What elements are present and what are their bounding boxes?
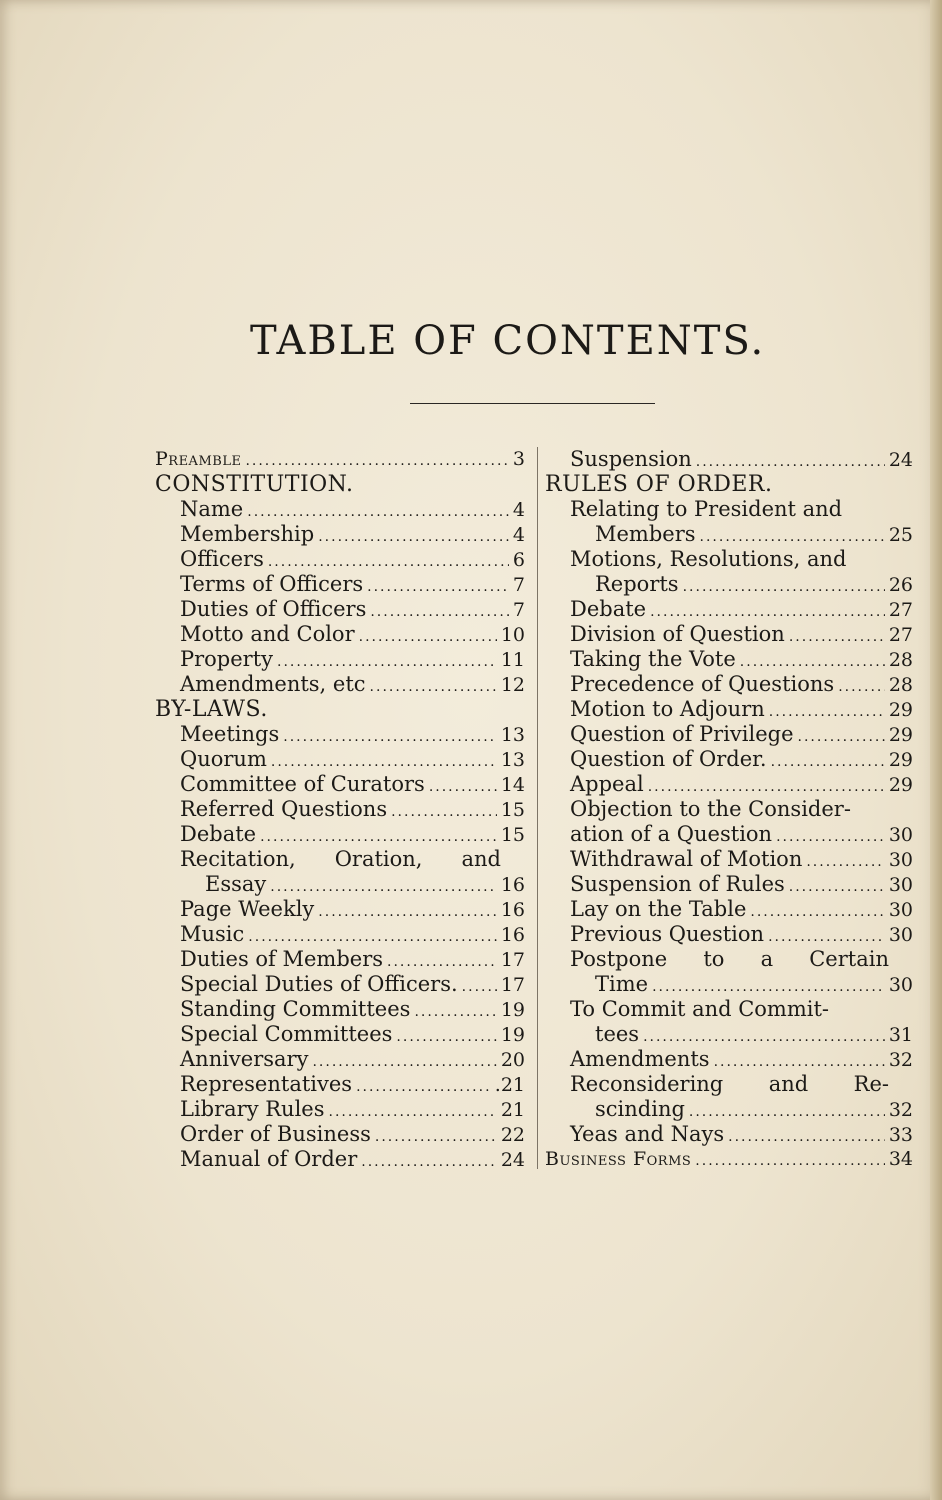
toc-entry-label: Appeal	[570, 772, 644, 796]
toc-entry	[155, 647, 525, 672]
toc-entry-label: Taking the Vote	[570, 647, 736, 671]
toc-entry-page: 13	[500, 749, 525, 771]
toc-entry	[545, 1097, 913, 1122]
toc-entry-label: Preamble	[155, 448, 242, 470]
toc-entry	[545, 522, 913, 547]
leader-dots	[391, 800, 497, 825]
toc-entry	[155, 1072, 525, 1097]
toc-entry-page: 32	[888, 1049, 913, 1071]
toc-entry	[545, 597, 913, 622]
toc-entry-label: Amendments	[570, 1047, 710, 1071]
toc-entry-page: 19	[500, 999, 525, 1021]
toc-right-column	[545, 447, 913, 1172]
toc-entry-page: 34	[888, 1148, 913, 1170]
toc-entry-label: Withdrawal of Motion	[570, 847, 803, 871]
toc-entry	[545, 647, 913, 672]
toc-entry	[155, 772, 525, 797]
leader-dots	[361, 1150, 497, 1175]
toc-entry-page: 11	[500, 649, 525, 671]
toc-entry	[155, 922, 525, 947]
toc-entry-page: 21	[500, 1099, 525, 1121]
toc-entry-page: 10	[500, 624, 525, 646]
toc-entry	[155, 822, 525, 847]
toc-entry-page: 25	[888, 524, 913, 546]
leader-dots	[429, 775, 497, 800]
toc-entry-label: To Commit and Commit-	[570, 997, 830, 1021]
toc-entry-label: Precedence of Questions	[570, 672, 835, 696]
toc-entry-page: 17	[500, 949, 525, 971]
toc-entry-page: 30	[888, 849, 913, 871]
toc-entry-page: 29	[888, 724, 913, 746]
toc-entry	[155, 722, 525, 747]
toc-entry-label: Music	[180, 922, 245, 946]
toc-entry-label: Relating to President and	[570, 497, 843, 521]
toc-entry-label: Representatives	[180, 1072, 353, 1096]
toc-entry	[155, 972, 525, 997]
toc-entry	[155, 1147, 525, 1172]
toc-entry	[545, 722, 913, 747]
toc-entry-page: 22	[500, 1124, 525, 1146]
toc-entry-page: 16	[500, 924, 525, 946]
toc-entry	[545, 847, 913, 872]
toc-entry-page: 30	[888, 824, 913, 846]
toc-section-heading: RULES OF ORDER.	[545, 472, 773, 497]
toc-entry-label: Previous Question	[570, 922, 765, 946]
toc-entry-label: Special Duties of Officers.	[180, 972, 458, 996]
toc-entry-label: Motions, Resolutions, and	[570, 547, 847, 571]
toc-entry-page: 27	[888, 599, 913, 621]
toc-entry-label: Suspension	[570, 447, 692, 471]
toc-entry-label: Recitation, Oration, and	[180, 847, 501, 871]
toc-entry	[545, 747, 913, 772]
toc-entry-page: 32	[888, 1099, 913, 1121]
toc-entry	[545, 922, 913, 947]
toc-entry-page: 19	[500, 1024, 525, 1046]
toc-entry-page: .21	[494, 1074, 525, 1096]
toc-entry	[155, 547, 525, 572]
leader-dots	[695, 1149, 885, 1174]
toc-entry	[155, 1022, 525, 1047]
toc-entry-page: 30	[888, 974, 913, 996]
toc-entry-page: 14	[500, 774, 525, 796]
toc-entry	[155, 447, 525, 472]
leader-dots	[462, 975, 497, 1000]
leader-dots	[318, 900, 497, 925]
toc-entry-label: Officers	[180, 547, 264, 571]
toc-entry	[545, 1122, 913, 1147]
toc-entry	[155, 1122, 525, 1147]
toc-entry	[545, 872, 913, 897]
leader-dots	[370, 675, 497, 700]
toc-entry-page: 6	[512, 549, 525, 571]
leader-dots	[356, 1075, 491, 1100]
toc-entry	[155, 747, 525, 772]
toc-entry-label: Debate	[180, 822, 257, 846]
toc-entry	[545, 972, 913, 997]
leader-dots	[414, 1000, 496, 1025]
toc-entry-label: Manual of Order	[180, 1147, 358, 1171]
toc-entry-label: Membership	[180, 522, 315, 546]
toc-entry-label: Special Committees	[180, 1022, 393, 1046]
toc-entry-label: Division of Question	[570, 622, 785, 646]
leader-dots	[789, 625, 885, 650]
leader-dots	[683, 575, 885, 600]
toc-entry	[155, 572, 525, 597]
toc-entry-label: tees	[595, 1022, 640, 1046]
toc-entry-page: 30	[888, 899, 913, 921]
toc-entry-label: Name	[180, 497, 244, 521]
toc-entry-page: 15	[500, 799, 525, 821]
toc-entry	[155, 897, 525, 922]
toc-entry	[155, 1097, 525, 1122]
toc-entry	[545, 1022, 913, 1047]
toc-entry	[155, 522, 525, 547]
toc-entry-label: Suspension of Rules	[570, 872, 785, 896]
toc-entry-label: scinding	[595, 1097, 685, 1121]
toc-entry	[545, 622, 913, 647]
toc-entry-page: 24	[888, 449, 913, 471]
toc-entry-page: 15	[500, 824, 525, 846]
toc-entry-label: Motto and Color	[180, 622, 355, 646]
toc-entry-label: Postpone to a Certain	[570, 947, 889, 971]
toc-entry-page: 28	[888, 674, 913, 696]
toc-entry-page: 12	[500, 674, 525, 696]
toc-entry-label: Anniversary	[180, 1047, 309, 1071]
toc-entry	[545, 672, 913, 697]
toc-entry-label: Meetings	[180, 722, 280, 746]
toc-entry-label: Business Forms	[545, 1148, 692, 1170]
leader-dots	[375, 1125, 497, 1150]
toc-entry-page: 29	[888, 699, 913, 721]
toc-entry	[155, 672, 525, 697]
page-title: TABLE OF CONTENTS.	[250, 318, 766, 364]
toc-entry	[545, 447, 913, 472]
toc-entry-label: Duties of Officers	[180, 597, 367, 621]
leader-dots	[370, 600, 509, 625]
toc-entry	[545, 572, 913, 597]
toc-entry-page: 31	[888, 1024, 913, 1046]
toc-entry-page: 28	[888, 649, 913, 671]
toc-entry-page: 13	[500, 724, 525, 746]
column-divider	[537, 447, 538, 1169]
leader-dots	[283, 725, 497, 750]
toc-entry-label: Committee of Curators	[180, 772, 425, 796]
toc-entry-label: Objection to the Consider-	[570, 797, 851, 821]
leader-dots	[789, 875, 885, 900]
toc-entry-page: 16	[500, 899, 525, 921]
toc-entry-label: Question of Privilege	[570, 722, 794, 746]
leader-dots	[359, 625, 497, 650]
toc-entry-label: Terms of Officers	[180, 572, 364, 596]
title-underline	[410, 403, 655, 404]
toc-entry-page: 16	[500, 874, 525, 896]
toc-entry-label: Lay on the Table	[570, 897, 747, 921]
toc-entry-label: Property	[180, 647, 274, 671]
leader-dots	[798, 725, 885, 750]
leader-dots	[728, 1125, 885, 1150]
leader-dots	[367, 575, 509, 600]
toc-entry	[155, 597, 525, 622]
toc-entry-page: 33	[888, 1124, 913, 1146]
toc-entry-page: 7	[512, 574, 525, 596]
toc-entry-label: Motion to Adjourn	[570, 697, 765, 721]
toc-entry-page: 20	[500, 1049, 525, 1071]
toc-entry-label: ation of a Question	[570, 822, 773, 846]
toc-entry-page: 26	[888, 574, 913, 596]
toc-entry-label: Question of Order.	[570, 747, 767, 771]
toc-entry-label: Quorum	[180, 747, 267, 771]
toc-entry-page: 7	[512, 599, 525, 621]
toc-entry-label: Order of Business	[180, 1122, 371, 1146]
toc-entry-label: Yeas and Nays	[570, 1122, 725, 1146]
leader-dots	[318, 525, 509, 550]
toc-entry-label: Debate	[570, 597, 647, 621]
toc-entry-page: 4	[512, 499, 525, 521]
toc-entry-page: 3	[512, 448, 525, 470]
toc-section-heading: BY-LAWS.	[155, 697, 268, 722]
page-edge	[930, 0, 942, 1500]
toc-entry-page: 24	[500, 1149, 525, 1171]
toc-entry-label: Reconsidering and Re-	[570, 1072, 889, 1096]
leader-dots	[838, 675, 885, 700]
toc-entry-label: Amendments, etc	[180, 672, 366, 696]
toc-entry	[155, 797, 525, 822]
leader-dots	[750, 900, 884, 925]
toc-entry	[155, 997, 525, 1022]
toc-entry	[545, 772, 913, 797]
toc-entry-label: Members	[595, 522, 696, 546]
toc-entry-page: 4	[512, 524, 525, 546]
toc-entry	[545, 1047, 913, 1072]
toc-entry	[155, 622, 525, 647]
toc-entry-page: 17	[500, 974, 525, 996]
toc-entry	[155, 1047, 525, 1072]
toc-entry	[155, 947, 525, 972]
toc-entry-page: 29	[888, 749, 913, 771]
toc-entry-page: 27	[888, 624, 913, 646]
toc-entry-label: Library Rules	[180, 1097, 325, 1121]
toc-entry-label: Duties of Members	[180, 947, 384, 971]
toc-entry-label: Page Weekly	[180, 897, 315, 921]
toc-entry-label: Referred Questions	[180, 797, 388, 821]
toc-entry	[545, 1147, 913, 1172]
toc-entry-label: Standing Committees	[180, 997, 411, 1021]
toc-entry-page: 29	[888, 774, 913, 796]
leader-dots	[771, 750, 885, 775]
toc-section-heading: CONSTITUTION.	[155, 472, 354, 497]
toc-entry	[545, 822, 913, 847]
toc-entry-page: 30	[888, 874, 913, 896]
toc-entry-label: Reports	[595, 572, 679, 596]
leader-dots	[245, 449, 508, 474]
toc-entry	[545, 697, 913, 722]
toc-left-column	[155, 447, 525, 1172]
leader-dots	[806, 850, 884, 875]
toc-entry-page: 30	[888, 924, 913, 946]
toc-entry-label: Time	[595, 972, 649, 996]
toc-entry	[155, 872, 525, 897]
toc-entry-label: Essay	[205, 872, 267, 896]
toc-entry	[155, 497, 525, 522]
toc-entry	[545, 897, 913, 922]
leader-dots	[396, 1025, 496, 1050]
